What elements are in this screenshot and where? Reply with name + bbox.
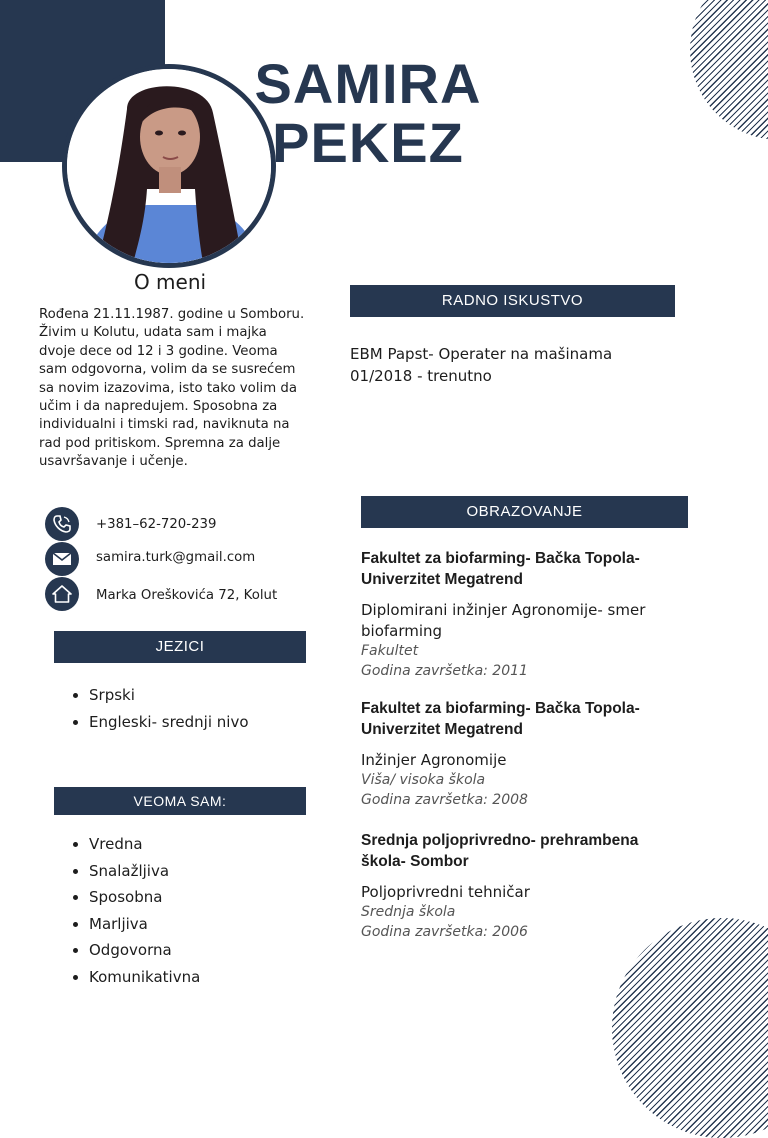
list-item: Engleski- srednji nivo — [89, 709, 249, 736]
about-line: Rođena 21.11.1987. godine u Somboru. — [39, 307, 305, 322]
list-item: Marljiva — [89, 911, 200, 938]
about-line: sam odgovorna, volim da se susrećem — [39, 362, 296, 378]
about-line: dvoje dece od 12 i 3 godine. Veoma — [39, 343, 278, 359]
address: Marka Oreškovića 72, Kolut — [96, 588, 278, 603]
school-line: škola- Sombor — [361, 853, 469, 870]
graduation-year: Godina završetka: 2008 — [361, 791, 528, 808]
school-line: Univerzitet Megatrend — [361, 571, 523, 588]
list-item: Snalažljiva — [89, 858, 200, 885]
list-item: Vredna — [89, 831, 200, 858]
experience-heading: RADNO ISKUSTVO — [350, 285, 675, 317]
list-item: Sposobna — [89, 884, 200, 911]
degree-line: Inžinjer Agronomije — [361, 751, 507, 769]
traits-heading: VEOMA SAM: — [54, 787, 306, 815]
school-line: Srednja poljoprivredno- prehrambena — [361, 832, 639, 849]
education-entry — [361, 548, 701, 681]
languages-heading: JEZICI — [54, 631, 306, 663]
home-icon — [45, 577, 79, 611]
last-name: PEKEZ — [272, 111, 464, 174]
school-type: Viša/ visoka škola — [361, 772, 486, 788]
education-heading: OBRAZOVANJE — [361, 496, 688, 528]
list-item: Odgovorna — [89, 937, 200, 964]
about-line: individualni i timski rad, naviknuta na — [39, 417, 290, 433]
education-entry — [361, 830, 701, 942]
list-item: Srpski — [89, 682, 249, 709]
envelope-icon — [45, 542, 79, 576]
about-line: učim i da napredujem. Sposobna za — [39, 399, 278, 415]
traits-list — [55, 831, 200, 990]
hatched-circle-decoration — [690, 0, 768, 140]
list-item: Komunikativna — [89, 964, 200, 991]
languages-list — [55, 682, 249, 735]
about-line: Živim u Kolutu, udata sam i majka — [39, 325, 267, 341]
graduation-year: Godina završetka: 2011 — [361, 662, 528, 679]
email-address[interactable]: samira.turk@gmail.com — [96, 550, 256, 565]
about-line: rad pod pritiskom. Spremna za dalje — [39, 435, 281, 451]
phone-number[interactable]: +381–62-720-239 — [96, 517, 217, 532]
degree-line: biofarming — [361, 622, 443, 640]
about-line: sa novim izazovima, isto tako volim da — [39, 380, 297, 396]
profile-photo — [62, 64, 276, 268]
school-type: Srednja škola — [361, 904, 456, 920]
job-period: 01/2018 - trenutno — [350, 367, 492, 385]
degree-line: Poljoprivredni tehničar — [361, 883, 530, 901]
about-line: usavršavanje i učenje. — [39, 454, 188, 470]
school-type: Fakultet — [361, 643, 419, 659]
about-heading: O meni — [133, 270, 207, 294]
degree-line: Diplomirani inžinjer Agronomije- smer — [361, 601, 646, 619]
first-name: SAMIRA — [254, 52, 482, 115]
phone-icon — [45, 507, 79, 541]
graduation-year: Godina završetka: 2006 — [361, 923, 528, 940]
school-line: Fakultet za biofarming- Bačka Topola- — [361, 550, 640, 567]
school-line: Univerzitet Megatrend — [361, 721, 523, 738]
hatched-circle-decoration — [612, 918, 768, 1138]
about-text — [39, 306, 311, 472]
school-line: Fakultet za biofarming- Bačka Topola- — [361, 700, 640, 717]
education-entry — [361, 698, 701, 810]
job-title: EBM Papst- Operater na mašinama — [350, 345, 613, 363]
